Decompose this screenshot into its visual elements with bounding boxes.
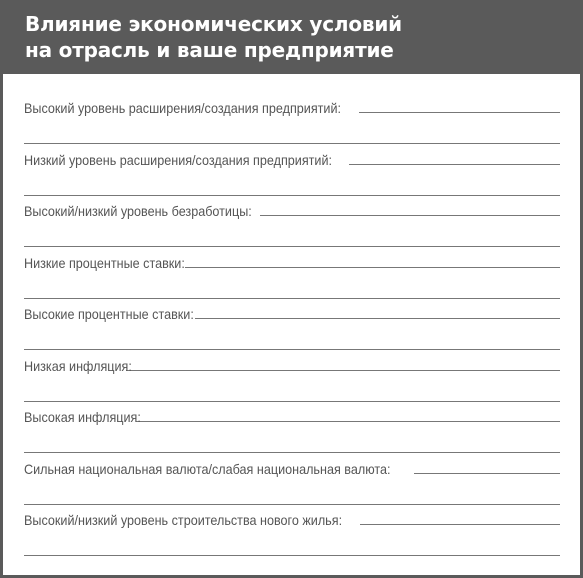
header-title-line-1: Влияние экономических условий <box>25 12 402 36</box>
field-label: Сильная национальная валюта/слабая национальная валюта: <box>24 460 391 477</box>
field-answer-line[interactable] <box>24 555 560 556</box>
field-label: Высокие процентные ставки: <box>24 306 194 322</box>
field-low-business-expansion <box>24 145 560 197</box>
field-input[interactable] <box>414 455 560 474</box>
field-label: Низкие процентные ставки: <box>24 254 185 271</box>
field-unemployment <box>24 196 560 248</box>
field-label: Низкий уровень расширения/создания предприятий: <box>24 151 333 168</box>
field-input[interactable] <box>126 352 560 371</box>
field-input[interactable] <box>349 146 560 165</box>
field-label: Низкая инфляция: <box>24 357 132 374</box>
field-label: Высокая инфляция: <box>24 409 141 425</box>
field-currency-strength <box>24 454 560 506</box>
field-input[interactable] <box>136 403 560 422</box>
field-input[interactable] <box>185 249 560 268</box>
field-low-interest-rates <box>24 248 560 300</box>
field-input[interactable] <box>359 94 560 113</box>
field-label: Высокий уровень расширения/создания предприятий: <box>24 100 341 116</box>
field-low-inflation <box>24 351 560 403</box>
field-housing-construction <box>24 505 560 557</box>
field-high-business-expansion <box>24 93 560 145</box>
field-input[interactable] <box>360 506 560 525</box>
header-title-line-2: на отрасль и ваше предприятие <box>25 38 394 62</box>
field-high-interest-rates <box>24 299 560 351</box>
field-label: Высокий/низкий уровень строительства нового жилья: <box>24 512 343 528</box>
field-high-inflation <box>24 402 560 454</box>
field-input[interactable] <box>260 197 560 216</box>
field-label: Высокий/низкий уровень безработицы: <box>24 203 252 219</box>
fill-in-fields <box>24 93 560 557</box>
worksheet-header <box>0 0 583 74</box>
field-input[interactable] <box>195 300 560 319</box>
